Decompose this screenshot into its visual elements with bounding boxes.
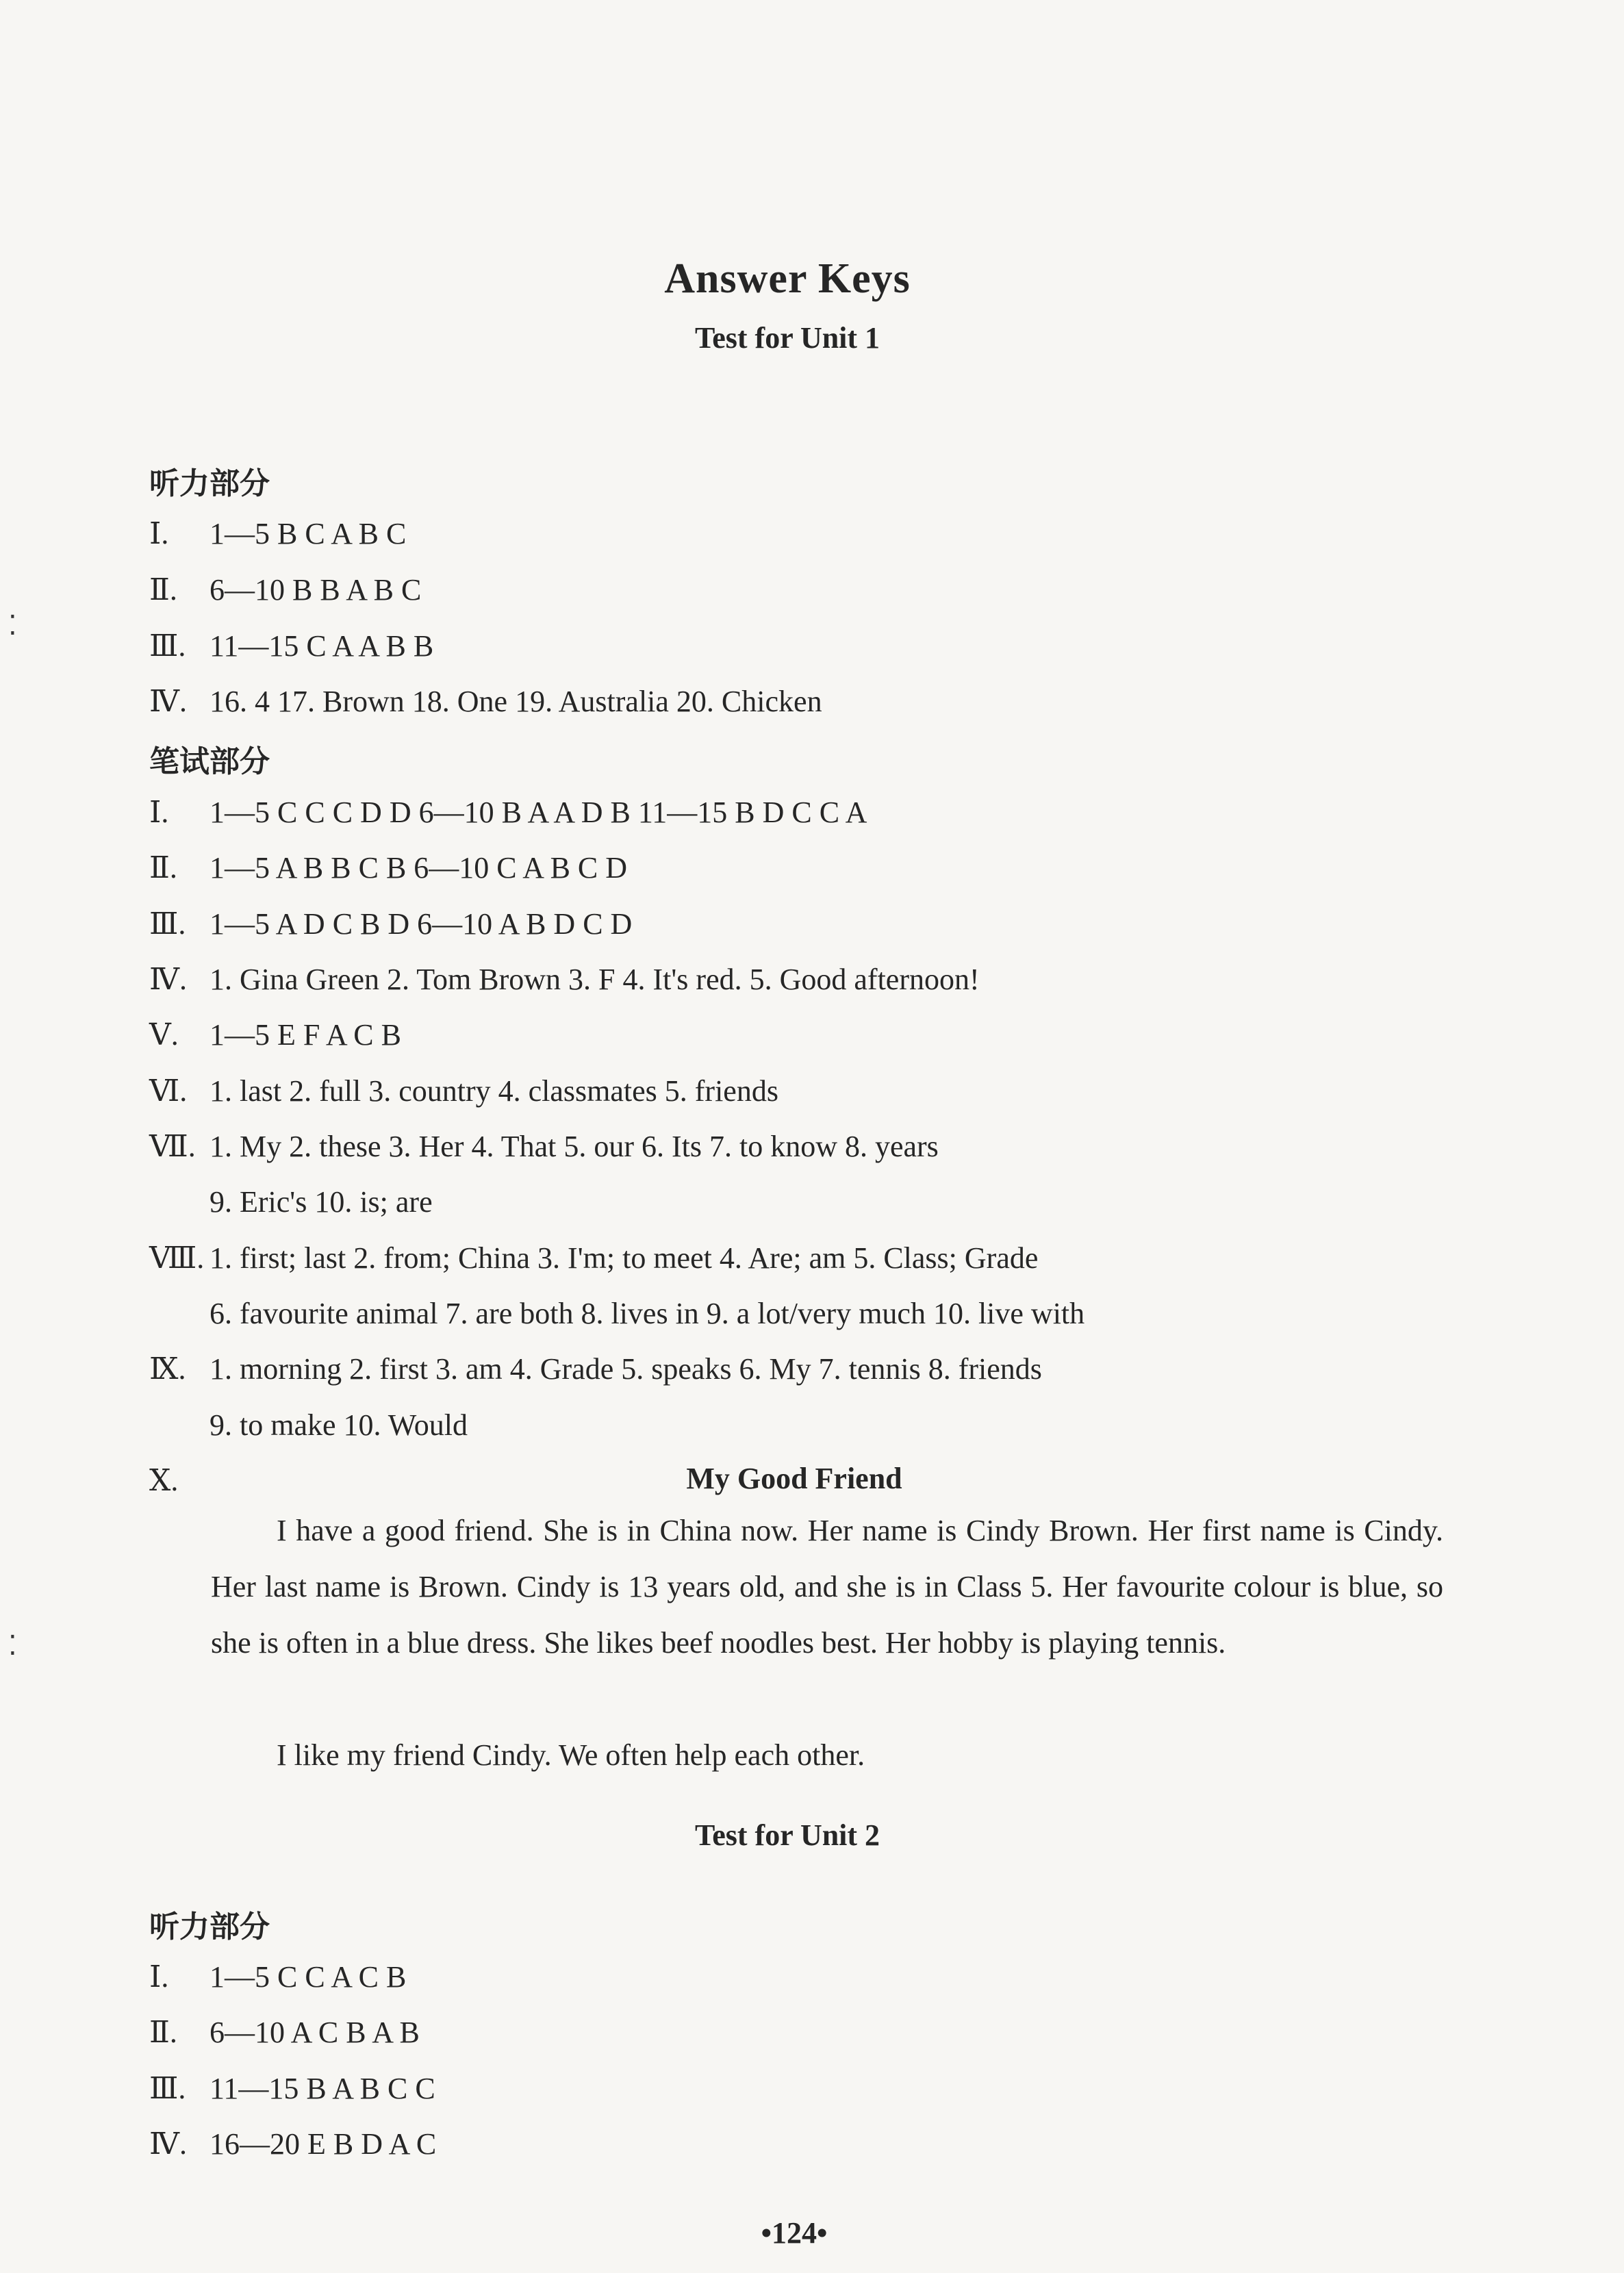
answer-line: Ⅵ. 1. last 2. full 3. country 4. classmates 5. friends: [149, 1074, 778, 1108]
essay-title: My Good Friend: [686, 1462, 902, 1495]
answer-line: Ⅳ. 16. 4 17. Brown 18. One 19. Australia 20. Chicken: [149, 685, 822, 718]
answer-line: Ⅰ. 1—5 C C A C B: [149, 1960, 407, 1994]
unit1-writing-head: 笔试部分: [149, 744, 270, 779]
answer-line: Ⅲ. 11—15 B A B C C: [149, 2072, 435, 2105]
answer-line: Ⅱ. 1—5 A B B C B 6—10 C A B C D: [149, 851, 628, 885]
answer-line: 6. favourite animal 7. are both 8. lives in 9. a lot/very much 10. live with: [210, 1297, 1085, 1330]
page-number: •124•: [761, 2216, 828, 2250]
unit1-listening-head: 听力部分: [149, 466, 270, 501]
essay-paragraph: I have a good friend. She is in China now. Her name is Cindy Brown. Her first name is Cindy. Her last name is Brown. Cindy is 13 years old, and she is in Class 5. Her favourite colour is blue, so she is often in a blue dress. She likes beef noodles best. Her hobby is playing tennis.: [211, 1514, 1443, 1660]
unit1-heading: Test for Unit 1: [694, 321, 880, 355]
answer-line: Ⅹ.: [149, 1464, 179, 1497]
answer-line: Ⅲ. 1—5 A D C B D 6—10 A B D C D: [149, 907, 633, 941]
answer-line: Ⅱ. 6—10 A C B A B: [149, 2016, 420, 2049]
page-title: Answer Keys: [664, 255, 911, 302]
answer-line: 9. Eric's 10. is; are: [210, 1185, 433, 1219]
answer-line: 9. to make 10. Would: [210, 1408, 468, 1442]
answer-line: Ⅳ. 16—20 E B D A C: [149, 2127, 437, 2161]
answer-line: Ⅳ. 1. Gina Green 2. Tom Brown 3. F 4. It's red. 5. Good afternoon!: [149, 963, 980, 996]
answer-line: Ⅴ. 1—5 E F A C B: [149, 1018, 401, 1052]
unit2-heading: Test for Unit 2: [694, 1818, 880, 1852]
essay-paragraph: I like my friend Cindy. We often help each other.: [277, 1738, 865, 1772]
answer-line: Ⅷ. 1. first; last 2. from; China 3. I'm; to meet 4. Are; am 5. Class; Grade: [149, 1241, 1039, 1275]
answer-line: Ⅶ. 1. My 2. these 3. Her 4. That 5. our 6. Its 7. to know 8. years: [149, 1130, 939, 1163]
binding-mark: ⁚: [8, 1630, 17, 1661]
answer-line: Ⅰ. 1—5 B C A B C: [149, 517, 407, 550]
answer-line: Ⅸ. 1. morning 2. first 3. am 4. Grade 5. speaks 6. My 7. tennis 8. friends: [149, 1352, 1042, 1386]
answer-line: Ⅰ. 1—5 C C C D D 6—10 B A A D B 11—15 B D C C A: [149, 796, 867, 829]
answer-line: Ⅱ. 6—10 B B A B C: [149, 573, 422, 607]
answer-line: Ⅲ. 11—15 C A A B B: [149, 629, 434, 663]
binding-mark: ⁚: [8, 610, 17, 641]
unit2-listening-head: 听力部分: [149, 1909, 270, 1944]
